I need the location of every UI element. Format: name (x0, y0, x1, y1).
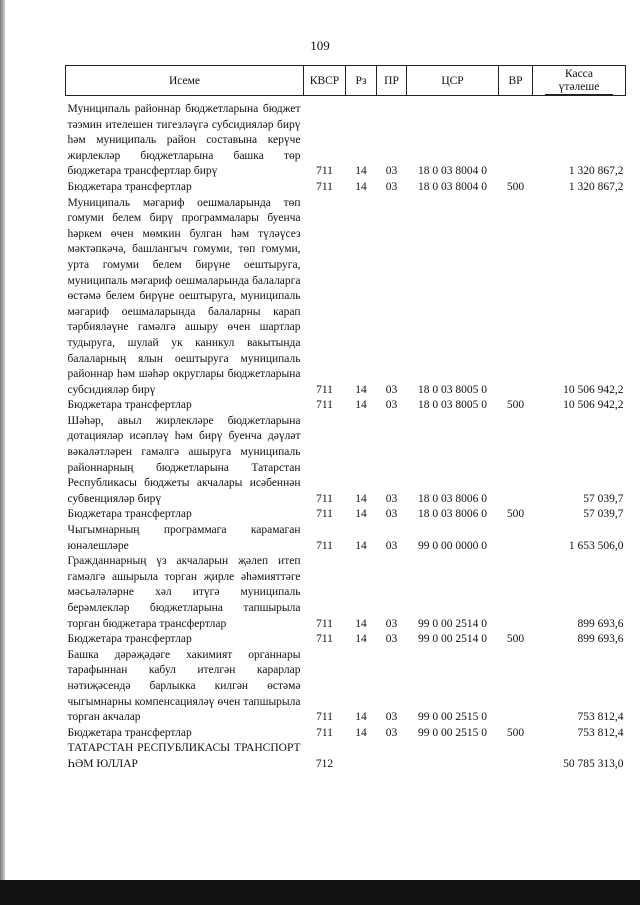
cell-csr: 99 0 00 2514 0 (418, 617, 487, 630)
cell-name: Шәһәр, авыл жирлекләре бюджетларына дотацияләр исәпләү һәм бирү буенча дәүләт вәкаләтләрен гамәлгә ашыруга муниципаль районнарның бюджетларына Татарстан Республикасы бюджеты акчалары исәбеннән субвенцияләр бирү (67, 414, 301, 505)
cell-pr: 03 (385, 492, 398, 505)
cell-pr: 03 (385, 726, 398, 739)
table-row (66, 741, 626, 772)
cell-sum: 57 039,7 (583, 508, 624, 521)
cell-csr: 99 0 00 2515 0 (418, 726, 487, 739)
cell-csr: 18 0 03 8006 0 (418, 492, 487, 505)
cell-vr (499, 523, 533, 554)
budget-table (65, 65, 626, 773)
header-vr: ВР (499, 66, 533, 96)
cell-rz: 14 (355, 711, 367, 724)
header-csr: ЦСР (407, 66, 499, 96)
header-pr: ПР (377, 66, 407, 96)
cell-kvsr: 711 (316, 711, 333, 724)
cell-csr: 18 0 03 8004 0 (418, 165, 487, 178)
table-row (66, 414, 626, 508)
cell-name: ТАТАРСТАН РЕСПУБЛИКАСЫ ТРАНСПОРТ ҺӘМ ЮЛЛАР (67, 742, 301, 770)
cell-kvsr: 711 (316, 508, 333, 521)
table-row (66, 398, 626, 414)
header-sum-line2: үтәлеше (545, 81, 613, 95)
cell-rz: 14 (355, 539, 367, 552)
table-body (66, 96, 626, 773)
cell-vr (499, 102, 533, 180)
cell-name: Бюджетара трансфертлар (67, 726, 192, 739)
cell-sum: 10 506 942,2 (563, 383, 624, 396)
cell-rz: 14 (355, 633, 367, 646)
cell-kvsr: 711 (316, 633, 333, 646)
cell-sum: 1 653 506,0 (568, 539, 624, 552)
cell-sum: 753 812,4 (577, 726, 624, 739)
cell-rz: 14 (355, 617, 367, 630)
cell-kvsr: 711 (316, 726, 333, 739)
table-row (66, 726, 626, 742)
table-row (66, 648, 626, 726)
cell-kvsr: 711 (316, 180, 333, 193)
cell-kvsr: 711 (316, 617, 333, 630)
cell-name: Муниципаль мәгариф оешмаларында төп гомуми белем бирү программалары буенча һәркем өчен мөмкин булган һәм түләүсез мәктәпкәчә, башлангыч гомуми, төп гомуми, урта гомуми белем бирүне оештыруга, муниципаль мәгариф оешмаларында балаларга өстәмә белем бирүне оештыруга, муниципаль мәгариф оешмаларында балаларны карап тәрбияләүне гамәлгә ашыру өчен шартлар тудыруга, шулай ук каникул вакытында балаларның ялын оештыруга муниципаль районнар һәм шәһәр округлары бюджетларына субсидияләр бирү (67, 196, 301, 396)
cell-sum: 57 039,7 (583, 492, 624, 505)
cell-csr: 18 0 03 8006 0 (418, 508, 487, 521)
table-row (66, 507, 626, 523)
cell-sum: 899 693,6 (577, 633, 624, 646)
cell-name: Муниципаль районнар бюджетларына бюджет тәэмин ителешен тигезләүгә субсидияләр бирү һәм муниципаль район составына керүче жирлекләр бюджетларына башка төр бюджетара трансфертлар бирү (67, 103, 301, 178)
cell-rz: 14 (355, 399, 367, 412)
cell-sum: 1 320 867,2 (568, 180, 624, 193)
cell-kvsr: 712 (315, 757, 334, 770)
cell-vr: 500 (506, 180, 525, 193)
cell-vr: 500 (506, 508, 525, 521)
cell-name: Бюджетара трансфертлар (67, 180, 192, 193)
cell-kvsr: 711 (316, 399, 333, 412)
cell-kvsr: 711 (316, 383, 333, 396)
table-row (66, 102, 626, 180)
cell-csr: 99 0 00 2515 0 (418, 711, 487, 724)
cell-vr (499, 741, 533, 772)
cell-pr: 03 (385, 633, 398, 646)
table-row (66, 196, 626, 399)
cell-rz: 14 (355, 492, 367, 505)
cell-pr: 03 (385, 165, 398, 178)
cell-vr: 500 (506, 633, 525, 646)
cell-vr (499, 648, 533, 726)
cell-name: Гражданнарның үз акчаларын җәлеп итеп гамәлгә ашырыла торган җирле әһәмияттәге мәсьәләләрне хәл итүгә муниципаль берәмлекләр бюджетларына тапшырыла торган бюджетара трансфертлар (67, 555, 301, 630)
cell-pr: 03 (385, 180, 398, 193)
cell-csr: 18 0 03 8005 0 (418, 383, 487, 396)
cell-pr (377, 741, 407, 772)
scan-bottom-bar (0, 880, 640, 905)
cell-sum: 50 785 313,0 (563, 757, 624, 770)
cell-name: Башка дәрәҗәдәге хакимият органнары тарафыннан кабул ителгән карарлар нәтиҗәсендә барлыкка килгән өстәмә чыгымнарны компенсацияләү өчен тапшырыла торган акчалар (67, 648, 301, 724)
cell-csr (407, 741, 499, 772)
cell-vr (499, 414, 533, 508)
cell-sum: 1 320 867,2 (568, 165, 624, 178)
cell-vr (499, 554, 533, 632)
table-row (66, 554, 626, 632)
cell-pr: 03 (385, 383, 398, 396)
header-sum (533, 66, 626, 96)
cell-kvsr: 711 (316, 492, 333, 505)
cell-rz: 14 (355, 180, 367, 193)
cell-pr: 03 (385, 711, 398, 724)
cell-name: Чыгымнарның программага карамаган юнәлешләре (67, 524, 301, 552)
table-header (66, 66, 626, 96)
header-kvsr: КВСР (304, 66, 346, 96)
scan-left-edge (0, 0, 5, 905)
cell-csr: 18 0 03 8005 0 (418, 399, 487, 412)
cell-pr: 03 (385, 617, 398, 630)
table-row (66, 632, 626, 648)
cell-rz: 14 (355, 383, 367, 396)
cell-vr: 500 (506, 726, 525, 739)
cell-rz: 14 (355, 508, 367, 521)
header-rz: Рз (346, 66, 377, 96)
cell-name: Бюджетара трансфертлар (67, 508, 192, 521)
table-row (66, 523, 626, 554)
cell-vr (499, 196, 533, 399)
cell-csr: 99 0 00 2514 0 (418, 633, 487, 646)
cell-vr: 500 (506, 399, 525, 412)
header-sum-line1: Касса (564, 68, 594, 80)
cell-pr: 03 (385, 399, 398, 412)
header-name: Исеме (66, 66, 304, 96)
cell-sum: 899 693,6 (577, 617, 624, 630)
cell-name: Бюджетара трансфертлар (67, 633, 192, 646)
cell-rz: 14 (355, 165, 367, 178)
cell-kvsr: 711 (316, 165, 333, 178)
cell-sum: 753 812,4 (577, 711, 624, 724)
cell-kvsr: 711 (316, 539, 333, 552)
cell-csr: 18 0 03 8004 0 (418, 180, 487, 193)
cell-csr: 99 0 00 0000 0 (418, 539, 487, 552)
cell-pr: 03 (385, 508, 398, 521)
cell-name: Бюджетара трансфертлар (67, 399, 192, 412)
cell-rz: 14 (355, 726, 367, 739)
budget-table-container (65, 65, 625, 773)
table-row (66, 180, 626, 196)
cell-pr: 03 (385, 539, 398, 552)
page-number: 109 (310, 38, 330, 53)
cell-sum: 10 506 942,2 (563, 399, 624, 412)
cell-rz (346, 741, 377, 772)
